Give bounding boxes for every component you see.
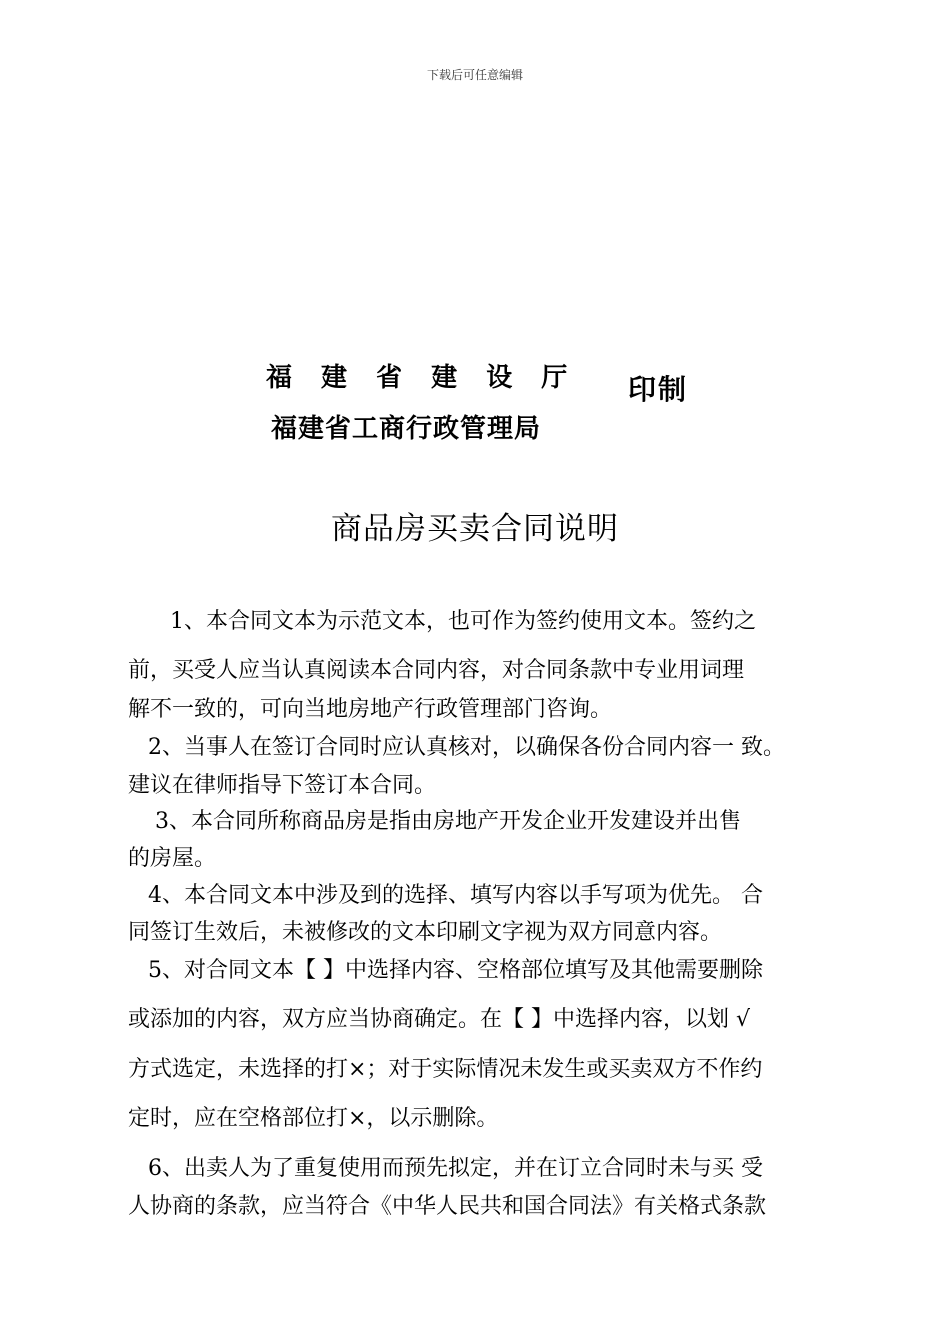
body-line: 4、本合同文本中涉及到的选择、填写内容以手写项为优先。 合 — [148, 883, 763, 908]
body-line: 1、本合同文本为示范文本，也可作为签约使用文本。签约之 — [170, 609, 756, 634]
body-line: 的房屋。 — [128, 846, 217, 871]
body-line: 3、本合同所称商品房是指由房地产开发企业开发建设并出售 — [155, 809, 741, 834]
body-line: 或添加的内容，双方应当协商确定。在【 】中选择内容，以划 √ — [128, 1007, 751, 1032]
body-line: 解不一致的，可向当地房地产行政管理部门咨询。 — [128, 697, 613, 722]
body-line: 同签订生效后，未被修改的文本印刷文字视为双方同意内容。 — [128, 920, 723, 945]
body-line: 5、对合同文本【 】中选择内容、空格部位填写及其他需要删除 — [148, 958, 763, 983]
printed-label: 印制 — [628, 373, 689, 406]
body-line: 人协商的条款，应当符合《中华人民共和国合同法》有关格式条款 — [128, 1194, 767, 1219]
document-title: 商品房买卖合同说明 — [331, 511, 619, 547]
body-line: 定时，应在空格部位打×，以示删除。 — [128, 1106, 499, 1131]
body-line: 前，买受人应当认真阅读本合同内容，对合同条款中专业用词理 — [128, 658, 745, 683]
issuer-construction-dept: 福 建 省 建 设 厅 — [266, 363, 578, 393]
issuer-industry-commerce-bureau: 福建省工商行政管理局 — [271, 414, 542, 444]
body-line: 6、出卖人为了重复使用而预先拟定，并在订立合同时未与买 受 — [148, 1156, 763, 1181]
body-line: 建议在律师指导下签订本合同。 — [128, 773, 437, 798]
body-line: 2、当事人在签订合同时应认真核对，以确保各份合同内容一 致。 — [148, 735, 785, 760]
body-line: 方式选定，未选择的打×；对于实际情况未发生或买卖双方不作约 — [128, 1057, 763, 1082]
header-note: 下载后可任意编辑 — [426, 68, 523, 82]
